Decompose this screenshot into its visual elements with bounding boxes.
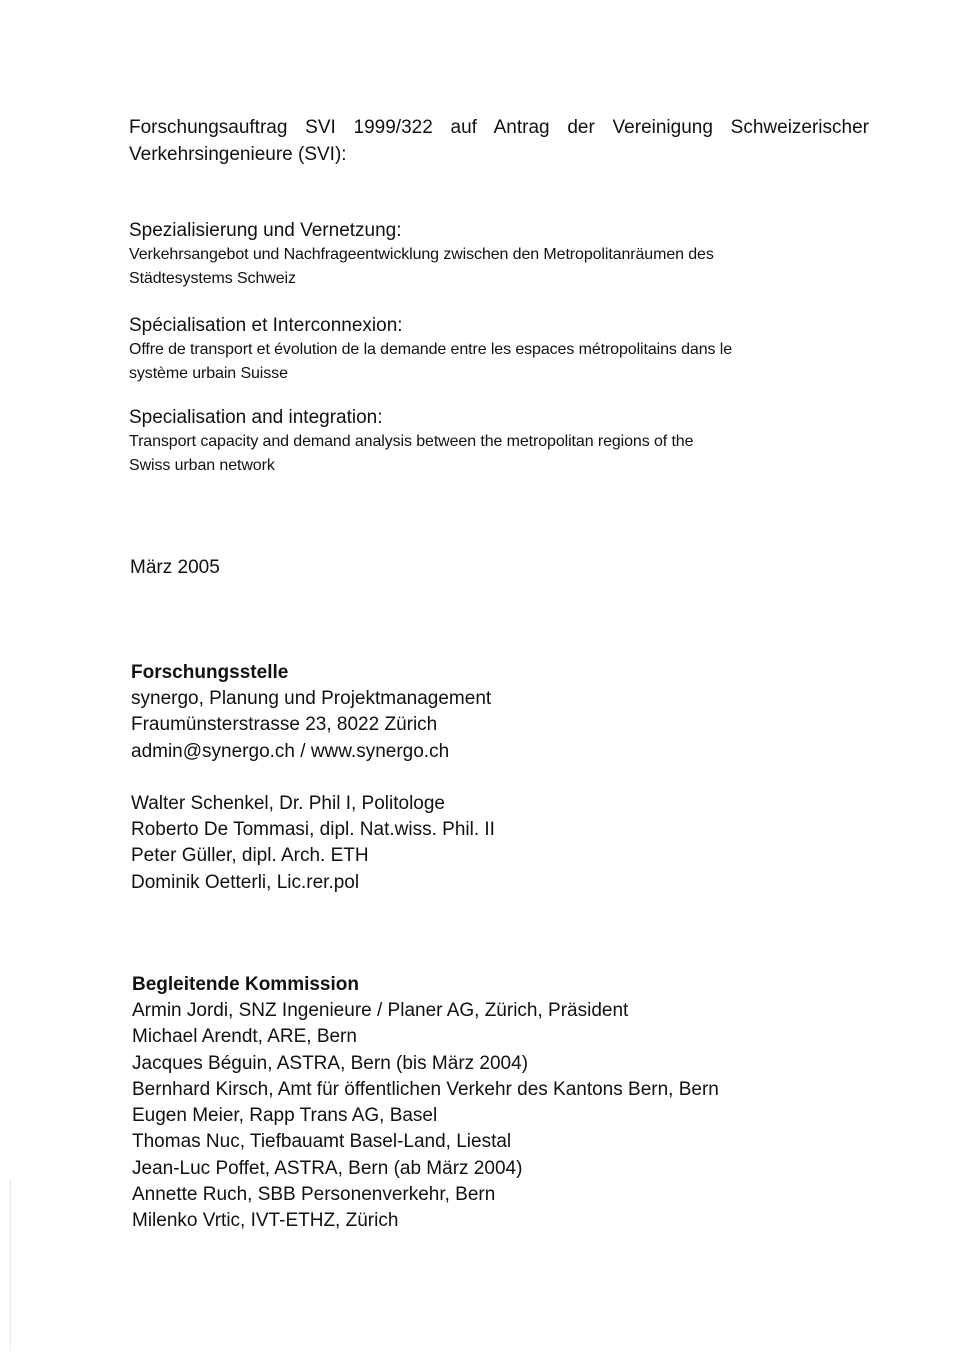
title-heading: Spécialisation et Interconnexion: <box>129 315 403 336</box>
commission-member: Armin Jordi, SNZ Ingenieure / Planer AG, Zürich, Präsident <box>132 1000 629 1021</box>
org-line: admin@synergo.ch / www.synergo.ch <box>131 740 450 762</box>
title-subtitle-line: Swiss urban network <box>129 457 275 474</box>
commission-member: Michael Arendt, ARE, Bern <box>132 1026 357 1048</box>
commission-member: Jean-Luc Poffet, ASTRA, Bern (ab März 2004) <box>132 1157 523 1179</box>
author-line: Roberto De Tommasi, dipl. Nat.wiss. Phil. II <box>131 819 495 841</box>
title-english <box>129 406 849 478</box>
title-subtitle-line: système urbain Suisse <box>129 365 288 382</box>
spacer <box>131 765 851 791</box>
publication-date: März 2005 <box>130 557 220 578</box>
title-subtitle-line: Offre de transport et évolution de la demande entre les espaces métropolitains dans le <box>129 341 733 358</box>
author-line: Walter Schenkel, Dr. Phil I, Politologe <box>131 792 445 814</box>
org-line: synergo, Planung und Projektmanagement <box>131 688 492 709</box>
intro-paragraph <box>129 114 869 168</box>
scan-artifact <box>10 1180 12 1350</box>
author-line: Peter Güller, dipl. Arch. ETH <box>131 845 369 867</box>
commission-member: Jacques Béguin, ASTRA, Bern (bis März 2004) <box>132 1052 529 1074</box>
commission-member: Annette Ruch, SBB Personenverkehr, Bern <box>132 1184 496 1206</box>
intro-line: Forschungsauftrag SVI 1999/322 auf Antrag der Vereinigung Schweizerischer <box>129 117 869 138</box>
commission-member: Milenko Vrtic, IVT-ETHZ, Zürich <box>132 1210 399 1232</box>
title-subtitle-line: Städtesystems Schweiz <box>129 270 296 287</box>
research-body-section <box>131 660 851 896</box>
title-german <box>129 219 849 291</box>
org-line: Fraumünsterstrasse 23, 8022 Zürich <box>131 714 438 736</box>
title-subtitle-line: Verkehrsangebot und Nachfrageentwicklung zwischen den Metropolitanräumen des <box>129 246 714 263</box>
commission-member: Eugen Meier, Rapp Trans AG, Basel <box>132 1105 438 1127</box>
title-heading: Spezialisierung und Vernetzung: <box>129 220 402 241</box>
title-heading: Specialisation and integration: <box>129 407 383 428</box>
author-line: Dominik Oetterli, Lic.rer.pol <box>131 871 360 893</box>
intro-line: Verkehrsingenieure (SVI): <box>129 144 347 165</box>
commission-section <box>132 972 852 1235</box>
section-heading: Forschungsstelle <box>131 662 289 683</box>
section-heading: Begleitende Kommission <box>132 974 359 995</box>
title-subtitle-line: Transport capacity and demand analysis between the metropolitan regions of the <box>129 433 694 450</box>
commission-member: Thomas Nuc, Tiefbauamt Basel-Land, Liestal <box>132 1131 512 1153</box>
title-french <box>129 314 849 386</box>
commission-member: Bernhard Kirsch, Amt für öffentlichen Verkehr des Kantons Bern, Bern <box>132 1078 719 1100</box>
